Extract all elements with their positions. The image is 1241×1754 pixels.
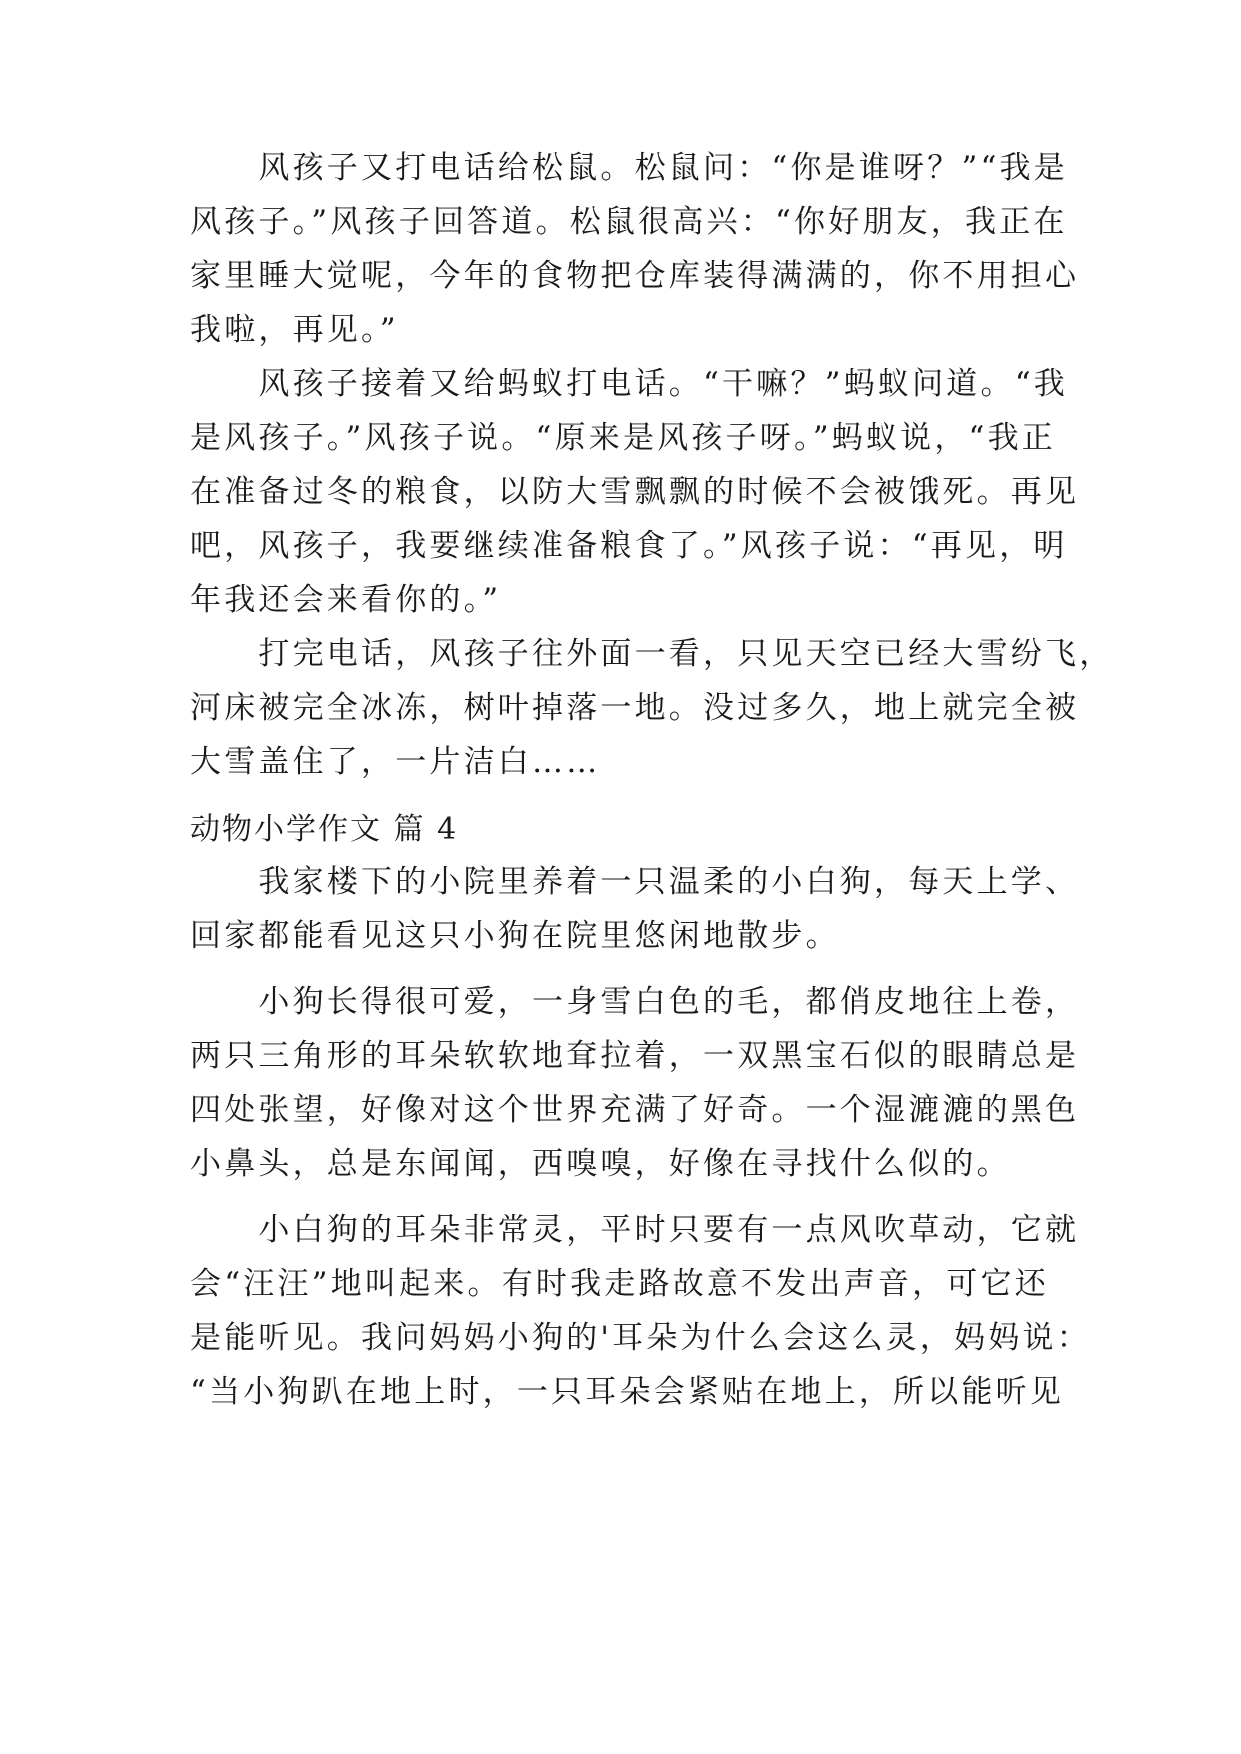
paragraph-line: 吧，风孩子，我要继续准备粮食了。”风孩子说：“再见，明: [190, 528, 1068, 564]
paragraph-line: 我啦，再见。”: [190, 312, 399, 348]
paragraph-line: 风孩子又打电话给松鼠。松鼠问：“你是谁呀？”“我是: [190, 150, 1068, 186]
paragraph-line: 小白狗的耳朵非常灵，平时只要有一点风吹草动，它就: [190, 1212, 1080, 1248]
paragraph-line: 打完电话，风孩子往外面一看，只见天空已经大雪纷飞，: [190, 636, 1114, 672]
paragraph-line: 是能听见。我问妈妈小狗的'耳朵为什么会这么灵，妈妈说：: [190, 1320, 1091, 1356]
section-title: 动物小学作文 篇 4: [190, 812, 459, 847]
paragraph-line: 回家都能看见这只小狗在院里悠闲地散步。: [190, 918, 840, 954]
paragraph-line: 风孩子接着又给蚂蚁打电话。“干嘛？”蚂蚁问道。“我: [190, 366, 1068, 402]
paragraph-line: 大雪盖住了，一片洁白……: [190, 744, 601, 780]
paragraph-line: 是风孩子。”风孩子说。“原来是风孩子呀。”蚂蚁说，“我正: [190, 420, 1056, 456]
paragraph-line: 我家楼下的小院里养着一只温柔的小白狗，每天上学、: [190, 864, 1080, 900]
paragraph-line: 小鼻头，总是东闻闻，西嗅嗅，好像在寻找什么似的。: [190, 1146, 1011, 1182]
paragraph-line: 河床被完全冰冻，树叶掉落一地。没过多久，地上就完全被: [190, 690, 1080, 726]
paragraph-line: “当小狗趴在地上时，一只耳朵会紧贴在地上，所以能听见: [190, 1374, 1065, 1410]
paragraph-line: 两只三角形的耳朵软软地耷拉着，一双黑宝石似的眼睛总是: [190, 1038, 1080, 1074]
paragraph-line: 四处张望，好像对这个世界充满了好奇。一个湿漉漉的黑色: [190, 1092, 1080, 1128]
paragraph-line: 小狗长得很可爱，一身雪白色的毛，都俏皮地往上卷，: [190, 984, 1080, 1020]
paragraph-line: 会“汪汪”地叫起来。有时我走路故意不发出声音，可它还: [190, 1266, 1049, 1302]
paragraph-line: 风孩子。”风孩子回答道。松鼠很高兴：“你好朋友，我正在: [190, 204, 1068, 240]
paragraph-line: 在准备过冬的粮食，以防大雪飘飘的时候不会被饿死。再见: [190, 474, 1080, 510]
paragraph-line: 家里睡大觉呢，今年的食物把仓库装得满满的，你不用担心: [190, 258, 1080, 294]
paragraph-line: 年我还会来看你的。”: [190, 582, 502, 618]
